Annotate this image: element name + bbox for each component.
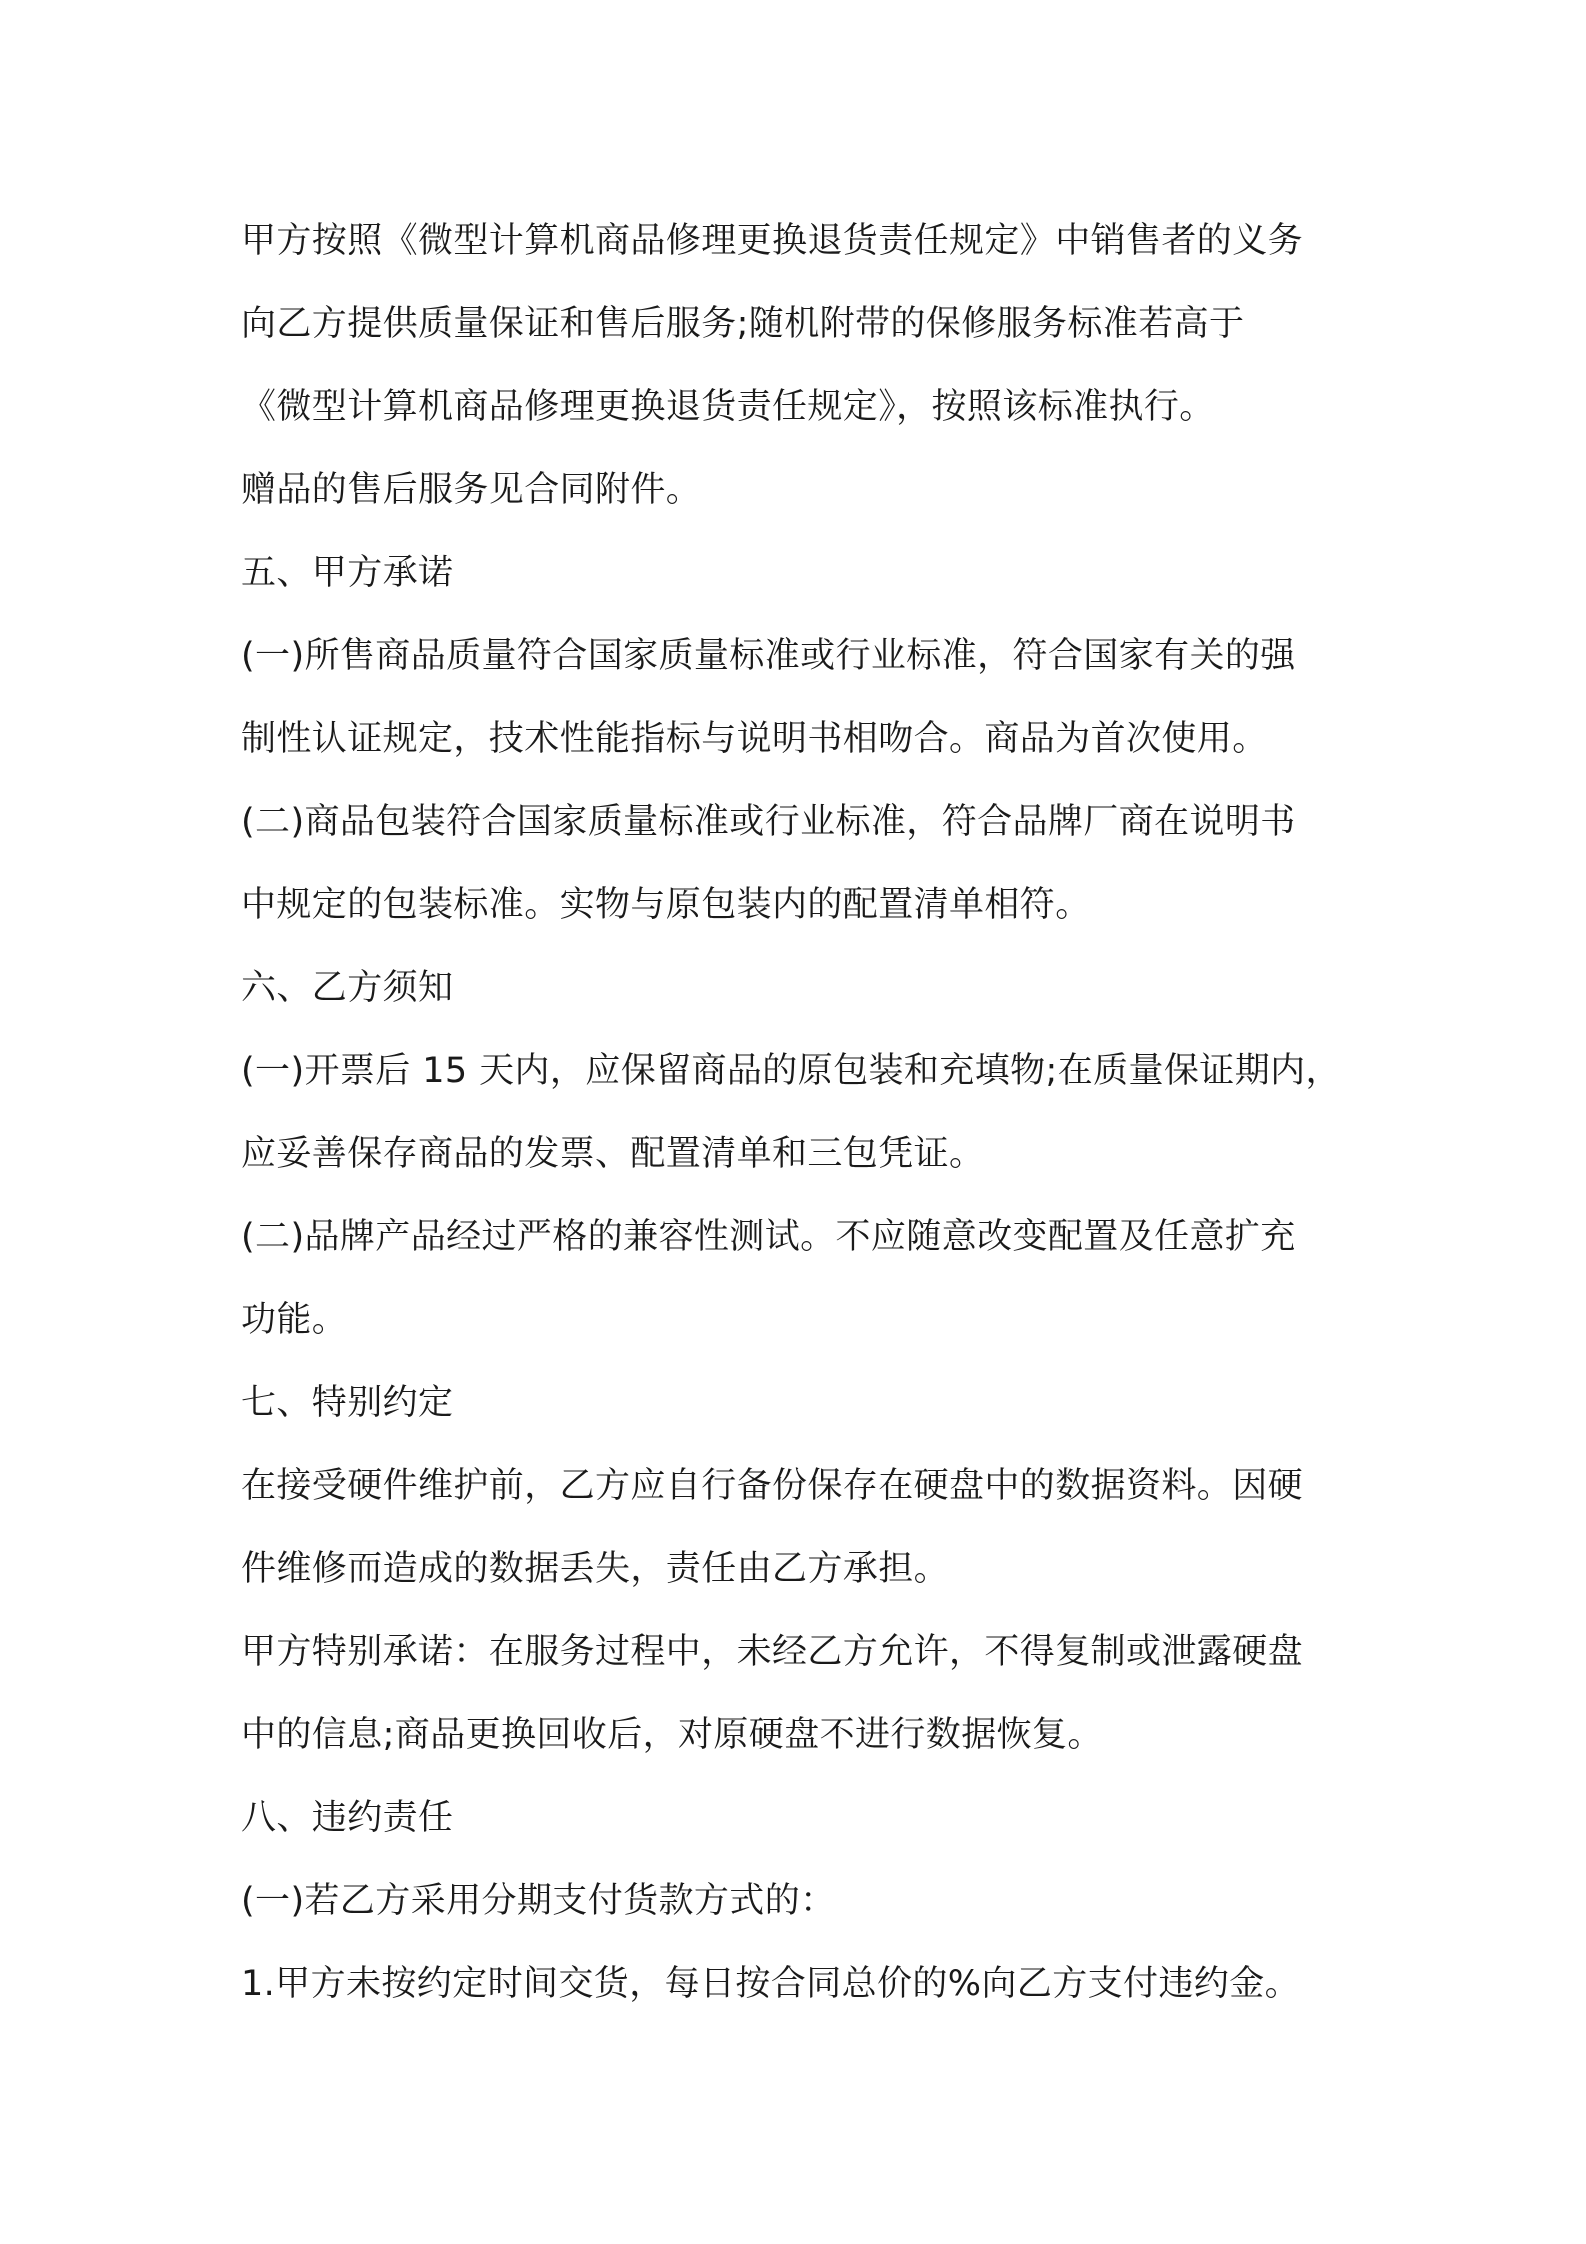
section-heading: 七、特别约定 [241,1383,454,1423]
paragraph-line: 制性认证规定，技术性能指标与说明书相吻合。商品为首次使用。 [241,719,1268,759]
paragraph-line: 中的信息;商品更换回收后，对原硬盘不进行数据恢复。 [241,1715,1103,1755]
paragraph-line: 1.甲方未按约定时间交货，每日按合同总价的%向乙方支付违约金。 [241,1964,1301,2004]
paragraph-line: 在接受硬件维护前，乙方应自行备份保存在硬盘中的数据资料。因硬 [241,1466,1304,1506]
paragraph-line: 应妥善保存商品的发票、配置清单和三包凭证。 [241,1134,985,1174]
paragraph-line: 《微型计算机商品修理更换退货责任规定》，按照该标准执行。 [241,387,1215,427]
paragraph-line: (一)若乙方采用分期支付货款方式的： [241,1881,836,1921]
paragraph-line: (二)品牌产品经过严格的兼容性测试。不应随意改变配置及任意扩充 [241,1217,1296,1257]
section-heading: 六、乙方须知 [241,968,454,1008]
paragraph-line: 向乙方提供质量保证和售后服务;随机附带的保修服务标准若高于 [241,304,1245,344]
paragraph-line: 赠品的售后服务见合同附件。 [241,470,702,510]
paragraph-line: (一)开票后 15 天内，应保留商品的原包装和充填物;在质量保证期内， [241,1051,1341,1091]
paragraph-line: 中规定的包装标准。实物与原包装内的配置清单相符。 [241,885,1091,925]
paragraph-line: 功能。 [241,1300,348,1340]
paragraph-line: 甲方按照《微型计算机商品修理更换退货责任规定》中销售者的义务 [241,221,1304,261]
document-body [241,200,1361,2026]
paragraph-line: (二)商品包装符合国家质量标准或行业标准，符合品牌厂商在说明书 [241,802,1296,842]
section-heading: 八、违约责任 [241,1798,454,1838]
paragraph-line: 甲方特别承诺：在服务过程中，未经乙方允许，不得复制或泄露硬盘 [241,1632,1304,1672]
paragraph-line: (一)所售商品质量符合国家质量标准或行业标准，符合国家有关的强 [241,636,1296,676]
paragraph-line: 件维修而造成的数据丢失，责任由乙方承担。 [241,1549,950,1589]
section-heading: 五、甲方承诺 [241,553,454,593]
